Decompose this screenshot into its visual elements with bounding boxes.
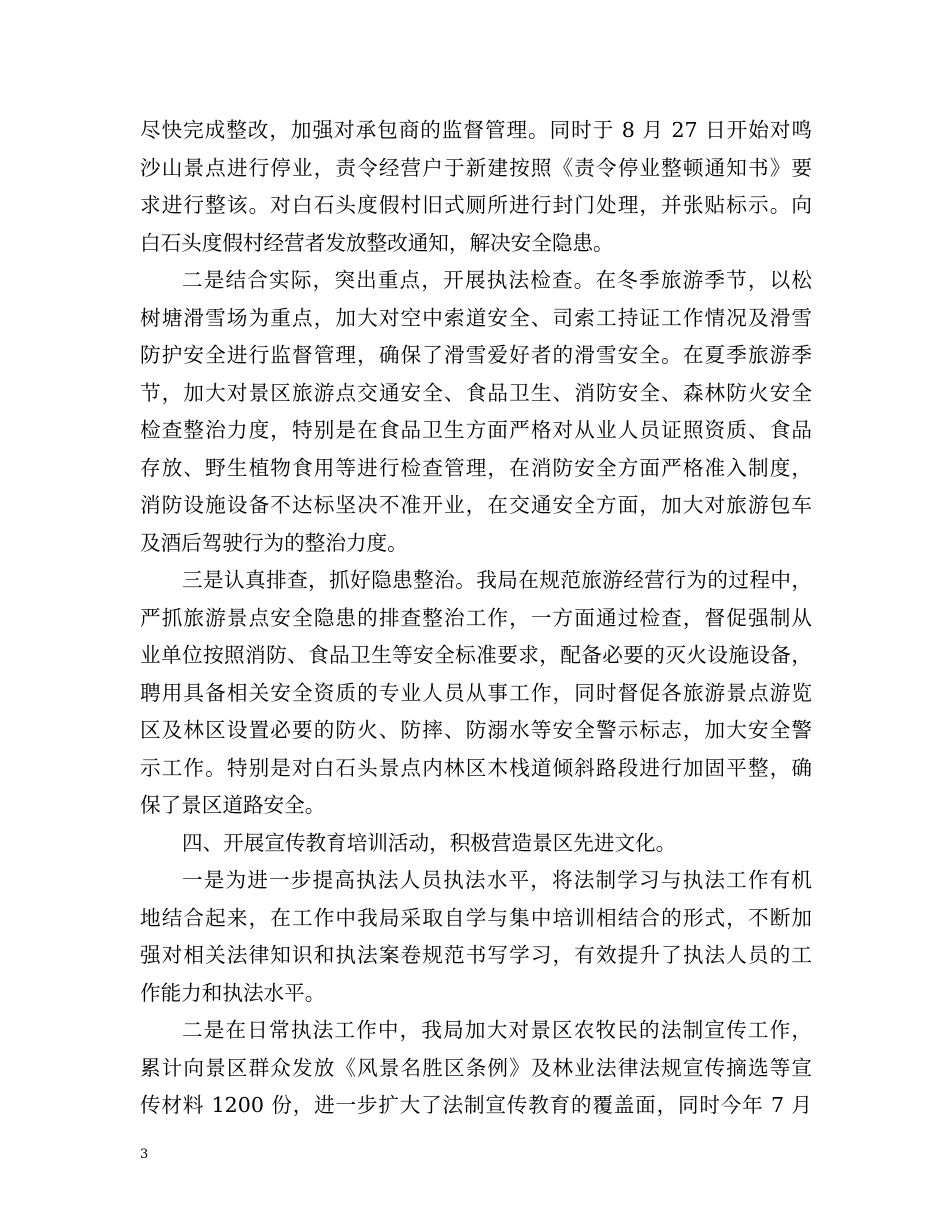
text-line: 防护安全进行监督管理，确保了滑雪爱好者的滑雪安全。在夏季旅游季 bbox=[140, 343, 812, 367]
text-line: 二是在日常执法工作中，我局加大对景区农牧民的法制宣传工作， bbox=[182, 1018, 812, 1042]
text-line: 存放、野生植物食用等进行检查管理，在消防安全方面严格准入制度， bbox=[140, 455, 812, 480]
text-line: 聘用具备相关安全资质的专业人员从事工作，同时督促各旅游景点游览 bbox=[140, 680, 812, 705]
text-line: 严抓旅游景点安全隐患的排查整治工作，一方面通过检查，督促强制从 bbox=[140, 605, 812, 630]
text-line: 地结合起来，在工作中我局采取自学与集中培训相结合的形式，不断加 bbox=[140, 905, 812, 930]
text-line: 四、开展宣传教育培训活动，积极营造景区先进文化。 bbox=[182, 830, 677, 855]
text-line: 三是认真排查，抓好隐患整治。我局在规范旅游经营行为的过程中， bbox=[182, 568, 812, 592]
text-line: 累计向景区群众发放《风景名胜区条例》及林业法律法规宣传摘选等宣 bbox=[140, 1055, 812, 1080]
text-line: 检查整治力度，特别是在食品卫生方面严格对从业人员证照资质、食品 bbox=[140, 418, 812, 442]
text-line: 作能力和执法水平。 bbox=[140, 980, 326, 1005]
page-number: 3 bbox=[140, 1147, 149, 1162]
body-text bbox=[140, 112, 812, 1125]
text-line: 白石头度假村经营者发放整改通知，解决安全隐患。 bbox=[140, 230, 614, 255]
text-line: 树塘滑雪场为重点，加大对空中索道安全、司索工持证工作情况及滑雪 bbox=[140, 305, 812, 330]
text-line: 业单位按照消防、食品卫生等安全标准要求，配备必要的灭火设施设备， bbox=[140, 643, 812, 667]
text-line: 节，加大对景区旅游点交通安全、食品卫生、消防安全、森林防火安全 bbox=[140, 380, 812, 405]
text-line: 区及林区设置必要的防火、防摔、防溺水等安全警示标志，加大安全警 bbox=[140, 718, 812, 742]
text-line: 示工作。特别是对白石头景点内林区木栈道倾斜路段进行加固平整，确 bbox=[140, 755, 812, 780]
text-line: 及酒后驾驶行为的整治力度。 bbox=[140, 530, 408, 555]
text-line: 尽快完成整改，加强对承包商的监督管理。同时于 8 月 27 日开始对鸣 bbox=[140, 118, 812, 142]
text-line: 求进行整该。对白石头度假村旧式厕所进行封门处理，并张贴标示。向 bbox=[140, 193, 812, 217]
text-line: 强对相关法律知识和执法案卷规范书写学习，有效提升了执法人员的工 bbox=[140, 943, 812, 967]
text-line: 消防设施设备不达标坚决不准开业，在交通安全方面，加大对旅游包车 bbox=[140, 493, 812, 517]
text-line: 传材料 1200 份，进一步扩大了法制宣传教育的覆盖面，同时今年 7 月 bbox=[140, 1093, 812, 1117]
text-line: 保了景区道路安全。 bbox=[140, 793, 326, 817]
text-line: 一是为进一步提高执法人员执法水平，将法制学习与执法工作有机 bbox=[182, 868, 812, 892]
text-line: 沙山景点进行停业，责令经营户于新建按照《责令停业整顿通知书》要 bbox=[140, 155, 812, 180]
text-line: 二是结合实际，突出重点，开展执法检查。在冬季旅游季节，以松 bbox=[182, 268, 812, 292]
